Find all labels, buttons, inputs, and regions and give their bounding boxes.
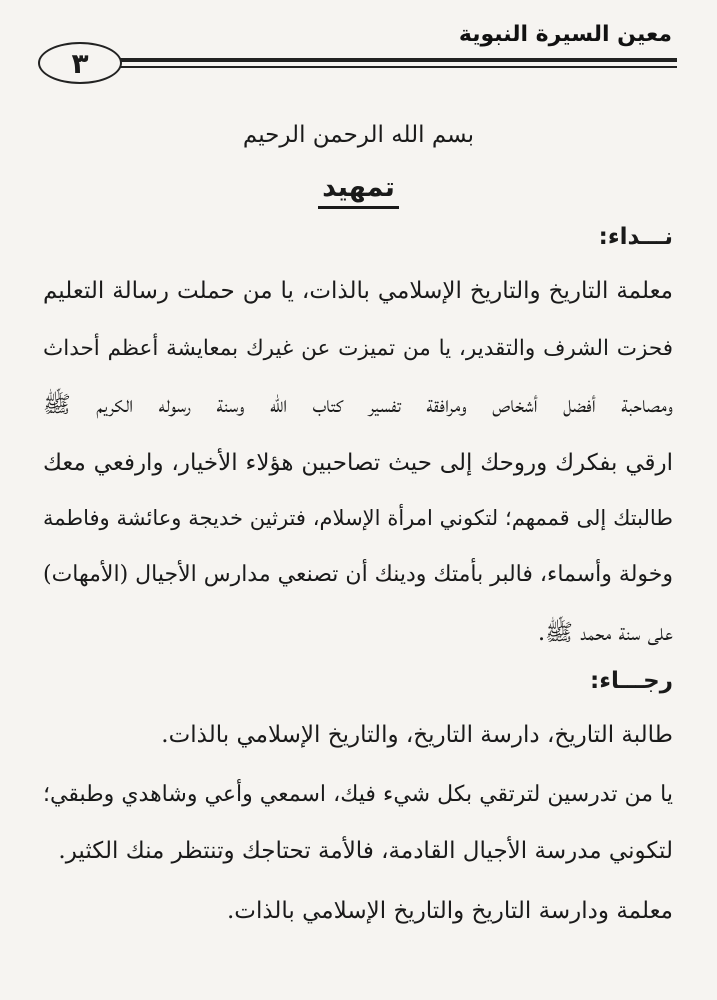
nida-line-5: طالبتك إلى قممهم؛ لتكوني امرأة الإسلام، فترثين خديجة وعائشة وفاطمة — [43, 506, 673, 530]
page-number: ٣ — [71, 46, 89, 80]
basmala: بسم الله الرحمن الرحيم — [242, 122, 475, 148]
page-number-badge — [38, 42, 122, 84]
raja-last-line: معلمة ودارسة التاريخ والتاريخ الإسلامي بالذات. — [226, 898, 673, 924]
raja-para-line-2: لتكوني مدرسة الأجيال القادمة، فالأمة تحتاجك وتنتظر منك الكثير. — [58, 838, 673, 864]
raja-heading: رجـــاء: — [590, 668, 673, 694]
nida-line-4: ارقي بفكرك وروحك إلى حيث تصاحبين هؤلاء الأخيار، وارفعي معك — [43, 450, 673, 476]
raja-line-1: طالبة التاريخ، دارسة التاريخ، والتاريخ الإسلامي بالذات. — [161, 722, 673, 748]
nida-line-7: على سنة محمد ﷺ. — [537, 620, 673, 646]
nida-line-1: معلمة التاريخ والتاريخ الإسلامي بالذات، يا من حملت رسالة التعليم — [43, 278, 673, 304]
nida-heading: نـــداء: — [598, 224, 673, 250]
section-title — [0, 172, 717, 209]
nida-line-2: فحزت الشرف والتقدير، يا من تميزت عن غيرك بمعايشة أعظم أحداث — [43, 336, 673, 361]
raja-para-line-1: يا من تدرسين لترتقي بكل شيء فيك، اسمعي وأعي وشاهدي وطبقي؛ — [43, 782, 673, 807]
header-rule-thin — [100, 66, 677, 68]
nida-line-3: ومصاحبة أفضل أشخاص ومرافقة تفسير كتاب الله وسنة رسوله الكريم ﷺ — [43, 392, 673, 418]
nida-line-6: وخولة وأسماء، فالبر بأمتك ودينك أن تصنعي مدارس الأجيال (الأمهات) — [42, 562, 673, 587]
header-rule-thick — [100, 58, 677, 62]
section-title-text: تمهيد — [318, 172, 399, 209]
running-header-title: معين السيرة النبوية — [458, 22, 672, 47]
